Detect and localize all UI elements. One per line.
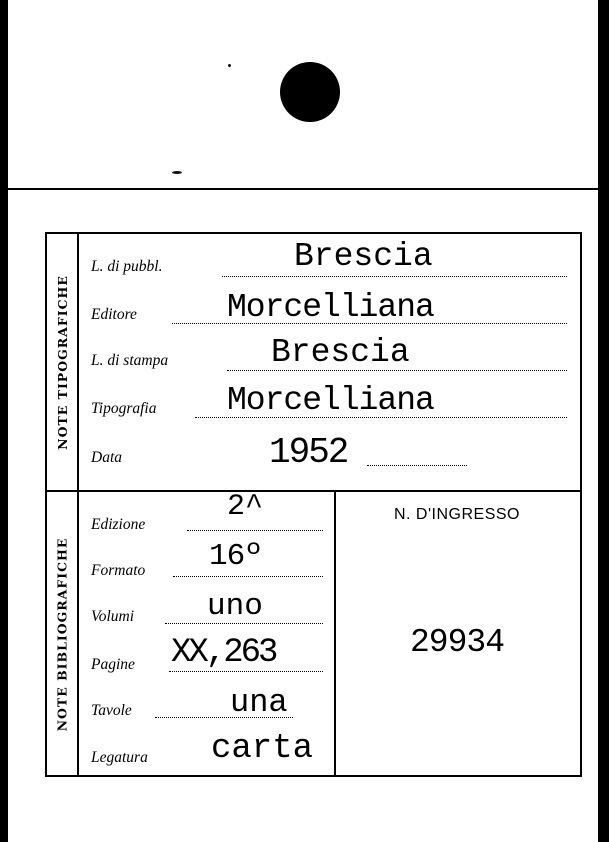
field-label: Tipografia bbox=[91, 400, 157, 417]
field-label: L. di stampa bbox=[91, 352, 169, 369]
dotted-line bbox=[367, 465, 467, 466]
ingresso-number: 29934 bbox=[409, 624, 505, 661]
field-label: Data bbox=[91, 449, 122, 466]
field-value: 1952 bbox=[269, 432, 348, 473]
field-value: Brescia bbox=[271, 334, 410, 371]
field-label: Editore bbox=[91, 306, 137, 323]
field-legatura bbox=[91, 739, 148, 769]
ingresso-title: N. D'INGRESSO bbox=[393, 506, 520, 523]
side-label-separator bbox=[77, 234, 79, 775]
field-editore bbox=[91, 296, 137, 326]
field-label: Pagine bbox=[91, 656, 135, 673]
dotted-line bbox=[187, 530, 323, 531]
field-value: carta bbox=[211, 730, 314, 768]
field-luogo-pubblicazione bbox=[91, 248, 162, 278]
ink-speck bbox=[228, 64, 231, 67]
field-formato bbox=[91, 552, 145, 582]
field-value: Morcelliana bbox=[227, 382, 434, 419]
field-value: Morcelliana bbox=[227, 289, 434, 326]
field-label: Volumi bbox=[91, 608, 135, 625]
ink-speck bbox=[172, 171, 182, 174]
fold-line bbox=[0, 188, 609, 190]
punch-hole bbox=[280, 62, 340, 122]
field-value: uno bbox=[207, 589, 263, 624]
field-value: una bbox=[230, 684, 288, 721]
field-edizione bbox=[91, 506, 145, 536]
field-label: Formato bbox=[91, 562, 146, 579]
side-label-note-bibliografiche: NOTE BIBLIOGRAFICHE bbox=[54, 537, 70, 732]
field-label: Edizione bbox=[91, 516, 146, 533]
field-volumi bbox=[91, 598, 134, 628]
section-divider bbox=[47, 490, 580, 492]
field-label: Legatura bbox=[91, 749, 148, 766]
field-value: XX,263 bbox=[171, 634, 276, 672]
field-data bbox=[91, 439, 122, 469]
dotted-line bbox=[173, 576, 323, 577]
field-value: 16º bbox=[209, 539, 262, 574]
side-label-note-tipografiche: NOTE TIPOGRAFICHE bbox=[54, 274, 70, 450]
catalog-form bbox=[45, 232, 582, 777]
field-value: Brescia bbox=[294, 238, 433, 275]
field-tavole bbox=[91, 692, 132, 722]
dotted-line bbox=[222, 276, 567, 277]
field-label: L. di pubbl. bbox=[91, 258, 163, 275]
field-tipografia bbox=[91, 390, 156, 420]
field-label: Tavole bbox=[91, 702, 132, 719]
field-pagine bbox=[91, 646, 135, 676]
field-value: 2^ bbox=[227, 490, 264, 524]
field-luogo-stampa bbox=[91, 342, 168, 372]
